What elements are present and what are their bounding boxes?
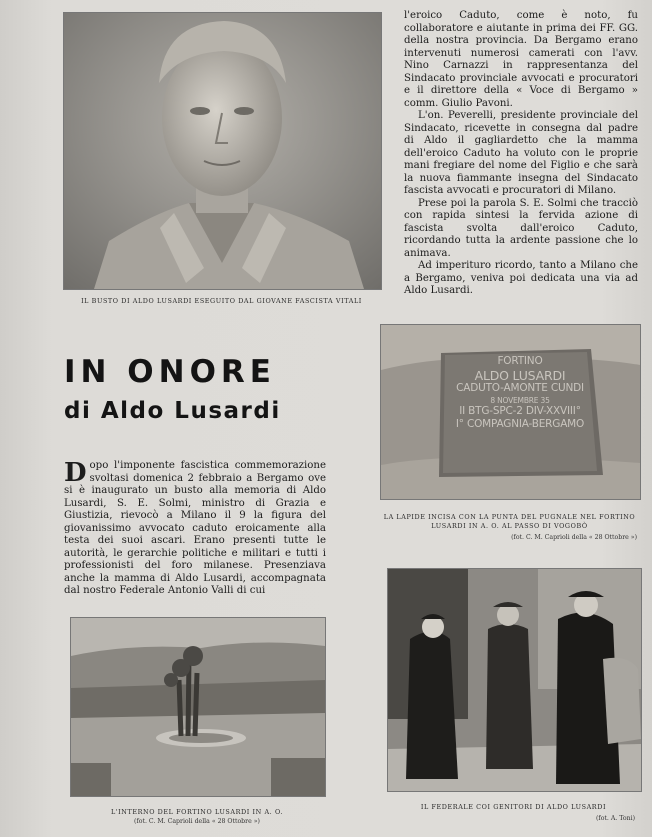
inscription-line: 8 NOVEMBRE 35 [490,395,550,405]
dropcap: D [64,458,87,488]
inscription-line: ALDO LUSARDI [474,367,566,383]
paragraph-1: l'eroico Caduto, come è noto, fu collaboratore e aiutante in prima dei FF. GG. della nostra provincia. Da Bergamo erano intervenuti numerosi camerati con l'avv. Nino Carnazzi in rappresentanza del Sindacato provinciale avvocati e procuratori e il direttore della « Voce di Bergamo » comm. Giulio Pavoni. [404,10,638,109]
paragraph-3: Prese poi la parola S. E. Solmi che tracciò con rapida sintesi la fervida azione di fascista svolta dall'eroico Caduto, ricordando tutta la ardente passione che lo animava. [404,197,638,259]
plaque-credit: (fot. C. M. Caprioli della « 28 Ottobre ») [511,534,637,541]
headline-title: IN ONORE [64,354,276,390]
parents-caption: IL FEDERALE COI GENITORI DI ALDO LUSARDI [420,803,607,811]
fort-caption: L'INTERNO DEL FORTINO LUSARDI IN A. O. [110,808,284,816]
parents-photo [387,568,642,792]
fort-credit: (fot. C. M. Caprioli della « 28 Ottobre ») [134,818,260,825]
inscription-line: I° COMPAGNIA-BERGAMO [455,418,585,430]
parents-photo-drawing [388,569,641,791]
top-right-column [404,10,638,298]
paragraph-4: Ad imperituro ricordo, tanto a Milano che a Bergamo, veniva poi dedicata una via ad Aldo Lusardi. [404,260,638,296]
fort-photo [70,617,326,797]
article-text: opo l'imponente fascistica commemorazione svoltasi domenica 2 febbraio a Bergamo ove si è inaugurato un busto alla memoria di Aldo Lusardi, S. E. Solmi, ministro di Grazia e Giustizia, rievocò a Milano il 9 la figura del giovanissimo avvocato caduto eroicamente alla testa dei suoi ascari. Erano presenti tutte le autorità, le gerarchie politiche e militari e tutti i professionisti del foro milanese. Presenziava anche la mamma di Aldo Lusardi, accompagnata dal nostro Federale Antonio Valli di cui [64,460,326,596]
inscription-line: II BTG-SPC-2 DIV-XXVIII° [459,404,581,417]
paragraph-2: L'on. Peverelli, presidente provinciale del Sindacato, ricevette in consegna dal padre di Aldo il gagliardetto che la mamma dell'eroico Caduto ha voluto con le proprie mani fregiare del nome del Figlio e che sarà la nuova fiammante insegna del Sindacato fascista avvocati e procuratori di Milano. [404,110,638,196]
bust-caption: IL BUSTO DI ALDO LUSARDI ESEGUITO DAL GIOVANE FASCISTA VITALI [81,297,362,305]
inscription-line: FORTINO [497,355,543,367]
fort-photo-drawing [71,618,325,796]
bust-photo-drawing [64,13,381,289]
plaque-inscription [445,355,595,432]
article-body [64,460,326,598]
plaque-caption: LA LAPIDE INCISA CON LA PUNTA DEL PUGNALE NEL FORTINO LUSARDI IN A. O. AL PASSO DI VOGOBÒ [383,513,636,530]
headline-subtitle: di Aldo Lusardi [64,398,281,424]
bust-photo [63,12,382,290]
plaque-photo [380,324,641,500]
parents-credit: (fot. A. Toni) [595,815,635,822]
inscription-line: CADUTO-AMONTE CUNDI [456,382,584,394]
